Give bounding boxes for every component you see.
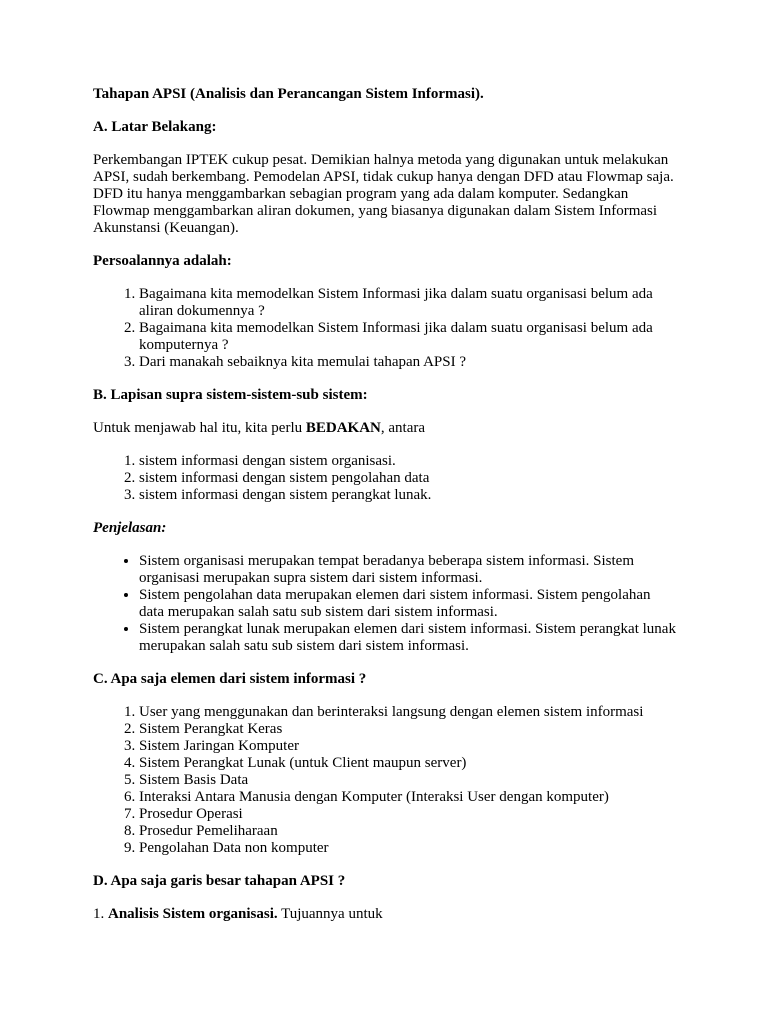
list-item: 3. Dari manakah sebaiknya kita memulai tahapan APSI ? — [139, 354, 678, 371]
explanation-list — [93, 553, 678, 655]
elements-list — [93, 704, 678, 857]
section-d-step — [93, 906, 678, 923]
section-b-heading: B. Lapisan supra sistem-sistem-sub sistem: — [93, 387, 368, 403]
step-text: Tujuannya untuk — [277, 906, 383, 922]
step-title: Analisis Sistem organisasi. — [108, 906, 278, 922]
problem-list — [93, 286, 678, 371]
intro-emphasis: BEDAKAN — [305, 420, 381, 436]
list-item: 5. Sistem Basis Data — [139, 772, 678, 789]
list-item: 9. Pengolahan Data non komputer — [139, 840, 678, 857]
problem-heading: Persoalannya adalah: — [93, 253, 232, 269]
document-title: Tahapan APSI (Analisis dan Perancangan Sistem Informasi). — [93, 86, 484, 102]
list-item: 1. Bagaimana kita memodelkan Sistem Informasi jika dalam suatu organisasi belum ada aliran dokumennya ? — [139, 286, 678, 320]
list-item: 2. Bagaimana kita memodelkan Sistem Informasi jika dalam suatu organisasi belum ada komputernya ? — [139, 320, 678, 354]
list-item: 2. Sistem Perangkat Keras — [139, 721, 678, 738]
comparison-list — [93, 453, 678, 504]
list-item: 7. Prosedur Operasi — [139, 806, 678, 823]
list-item: 8. Prosedur Pemeliharaan — [139, 823, 678, 840]
list-item: 6. Interaksi Antara Manusia dengan Komputer (Interaksi User dengan komputer) — [139, 789, 678, 806]
intro-text-end: , antara — [380, 420, 426, 436]
list-item: 1. User yang menggunakan dan berinteraksi langsung dengan elemen sistem informasi — [139, 704, 678, 721]
list-item: 2. sistem informasi dengan sistem pengolahan data — [139, 470, 678, 487]
section-a-paragraph: Perkembangan IPTEK cukup pesat. Demikian halnya metoda yang digunakan untuk melakukan APSI, sudah berkembang. Pemodelan APSI, tidak cukup hanya dengan DFD atau Flowmap saja. DFD itu hanya menggambarkan sebagian program yang ada dalam komputer. Sedangkan Flowmap menggambarkan aliran dokumen, yang biasanya digunakan dalam Sistem Informasi Akunstansi (Keuangan). — [93, 152, 674, 236]
list-item: • Sistem organisasi merupakan tempat beradanya beberapa sistem informasi. Sistem organisasi merupakan supra sistem dari sistem informasi. — [139, 553, 678, 587]
intro-text: Untuk menjawab hal itu, kita perlu — [93, 420, 306, 436]
section-c-heading: C. Apa saja elemen dari sistem informasi ? — [93, 671, 367, 687]
section-d-heading: D. Apa saja garis besar tahapan APSI ? — [93, 873, 346, 889]
section-b-intro — [93, 420, 678, 437]
list-item: 3. Sistem Jaringan Komputer — [139, 738, 678, 755]
list-item: 3. sistem informasi dengan sistem perangkat lunak. — [139, 487, 678, 504]
list-item: • Sistem perangkat lunak merupakan elemen dari sistem informasi. Sistem perangkat lunak merupakan salah satu sub sistem dari sistem informasi. — [139, 621, 678, 655]
step-number: 1. — [93, 906, 108, 922]
list-item: 4. Sistem Perangkat Lunak (untuk Client maupun server) — [139, 755, 678, 772]
explanation-heading: Penjelasan: — [93, 520, 167, 536]
section-a-heading: A. Latar Belakang: — [93, 119, 217, 135]
list-item: 1. sistem informasi dengan sistem organisasi. — [139, 453, 678, 470]
list-item: • Sistem pengolahan data merupakan elemen dari sistem informasi. Sistem pengolahan data merupakan salah satu sub sistem dari sistem informasi. — [139, 587, 678, 621]
